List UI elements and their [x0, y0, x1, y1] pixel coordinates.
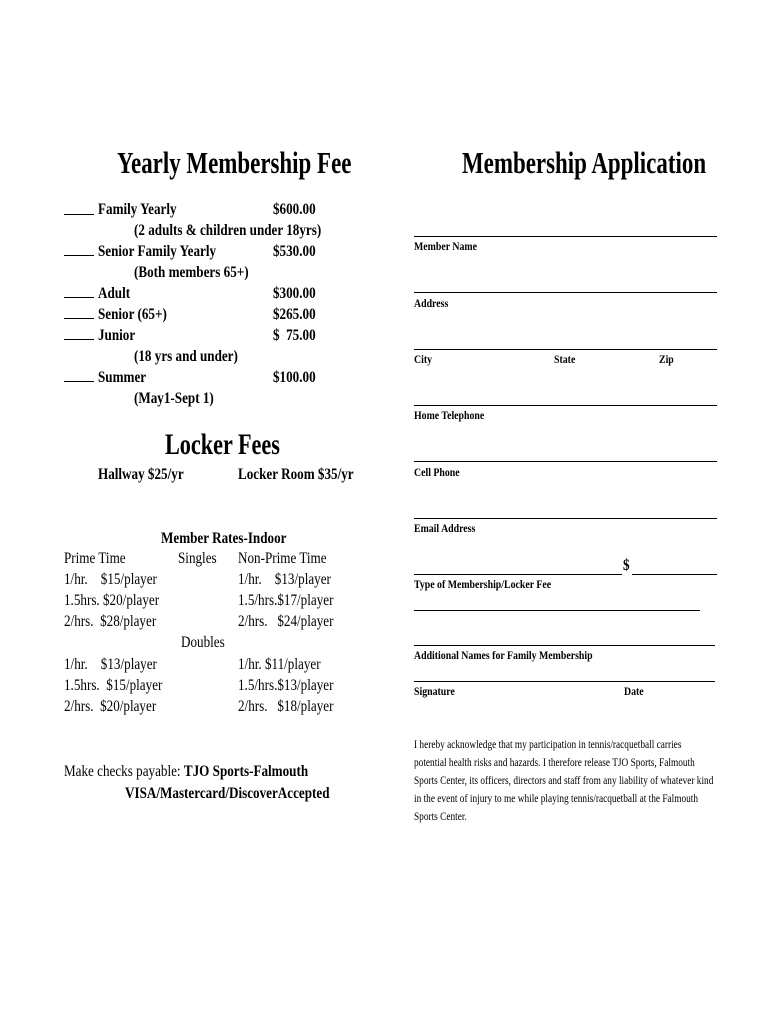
checkbox-line[interactable]	[64, 241, 94, 256]
cell-phone-line[interactable]	[414, 461, 717, 462]
date-label: Date	[624, 684, 644, 698]
rate-row: 1/hr. $11/player	[238, 656, 321, 673]
liability-waiver: I hereby acknowledge that my participation in tennis/racquetball carries potential health risks and hazards. I therefore release TJO Sports, Falmouth Sports Center, its officers, directors and staff from any liability of whatever kind in the event of injury to me while playing tennis/racquetball at the Falmouth Sports Center.	[414, 739, 714, 823]
cards-accepted: VISA/Mastercard/DiscoverAccepted	[125, 785, 330, 802]
fee-price: $100.00	[273, 369, 316, 386]
address-line[interactable]	[414, 292, 717, 293]
additional-names-line-1[interactable]	[414, 610, 700, 611]
checkbox-line[interactable]	[64, 325, 94, 340]
rate-row: 1/hr. $15/player	[64, 571, 157, 588]
membership-type-line[interactable]	[414, 574, 622, 575]
checks-payable	[64, 763, 362, 781]
checks-payee: TJO Sports-Falmouth	[183, 763, 309, 780]
fee-name: Family Yearly	[98, 201, 177, 218]
rates-title: Member Rates-Indoor	[161, 530, 287, 547]
rate-row: 1/hr. $13/player	[238, 571, 331, 588]
fee-price: $600.00	[273, 201, 316, 218]
fee-price: $300.00	[273, 285, 316, 302]
zip-label: Zip	[659, 352, 674, 366]
fee-note: (May1-Sept 1)	[134, 390, 214, 407]
fee-amount-line[interactable]	[632, 574, 717, 575]
fee-note: (Both members 65+)	[134, 264, 249, 281]
rate-row: 1.5hrs. $20/player	[64, 592, 160, 609]
singles-label: Singles	[178, 550, 217, 567]
checkbox-line[interactable]	[64, 200, 94, 215]
rate-row: 1/hr. $13/player	[64, 656, 157, 673]
fee-row-senior-family	[64, 241, 94, 261]
member-name-label: Member Name	[414, 239, 477, 253]
checkbox-line[interactable]	[64, 283, 94, 298]
fee-name: Senior Family Yearly	[98, 243, 217, 260]
fee-name: Junior	[98, 327, 136, 344]
fee-name: Summer	[98, 369, 147, 386]
non-prime-time-label: Non-Prime Time	[238, 550, 327, 567]
fee-name: Senior (65+)	[98, 306, 167, 323]
fee-price: $ 75.00	[273, 327, 316, 344]
email-label: Email Address	[414, 521, 476, 535]
rate-row: 2/hrs. $18/player	[238, 698, 334, 715]
fee-row-junior	[64, 325, 94, 345]
rate-row: 2/hrs. $28/player	[64, 613, 157, 630]
fee-price: $530.00	[273, 243, 316, 260]
signature-label: Signature	[414, 684, 455, 698]
city-state-zip-line[interactable]	[414, 349, 717, 350]
checks-prefix: Make checks payable:	[64, 763, 184, 780]
fee-price: $265.00	[273, 306, 316, 323]
doubles-label: Doubles	[181, 634, 225, 651]
fee-row-adult	[64, 283, 94, 303]
email-line[interactable]	[414, 518, 717, 519]
home-telephone-label: Home Telephone	[414, 408, 485, 422]
home-telephone-line[interactable]	[414, 405, 717, 406]
dollar-sign: $	[623, 557, 630, 574]
membership-type-label: Type of Membership/Locker Fee	[414, 577, 552, 591]
checkbox-line[interactable]	[64, 304, 94, 319]
fee-row-family	[64, 200, 94, 220]
rate-row: 2/hrs. $20/player	[64, 698, 157, 715]
address-label: Address	[414, 296, 449, 310]
checkbox-line[interactable]	[64, 367, 94, 382]
rate-row: 2/hrs. $24/player	[238, 613, 334, 630]
membership-fee-title: Yearly Membership Fee	[117, 145, 352, 180]
additional-names-line-2[interactable]	[414, 645, 715, 646]
rate-row: 1.5hrs. $15/player	[64, 677, 163, 694]
fee-name: Adult	[98, 285, 131, 302]
rate-row: 1.5/hrs.$17/player	[238, 592, 334, 609]
fee-note: (2 adults & children under 18yrs)	[134, 222, 322, 239]
signature-line[interactable]	[414, 681, 715, 682]
additional-names-label: Additional Names for Family Membership	[414, 648, 593, 662]
locker-room: Locker Room $35/yr	[238, 466, 354, 483]
state-label: State	[554, 352, 576, 366]
membership-application-title: Membership Application	[462, 145, 707, 180]
city-label: City	[414, 352, 433, 366]
locker-fees-title: Locker Fees	[165, 428, 280, 461]
locker-hallway: Hallway $25/yr	[98, 466, 184, 483]
fee-note: (18 yrs and under)	[134, 348, 238, 365]
prime-time-label: Prime Time	[64, 550, 126, 567]
fee-row-summer	[64, 367, 94, 387]
fee-row-senior	[64, 304, 94, 324]
cell-phone-label: Cell Phone	[414, 465, 460, 479]
member-name-line[interactable]	[414, 236, 717, 237]
rate-row: 1.5/hrs.$13/player	[238, 677, 334, 694]
